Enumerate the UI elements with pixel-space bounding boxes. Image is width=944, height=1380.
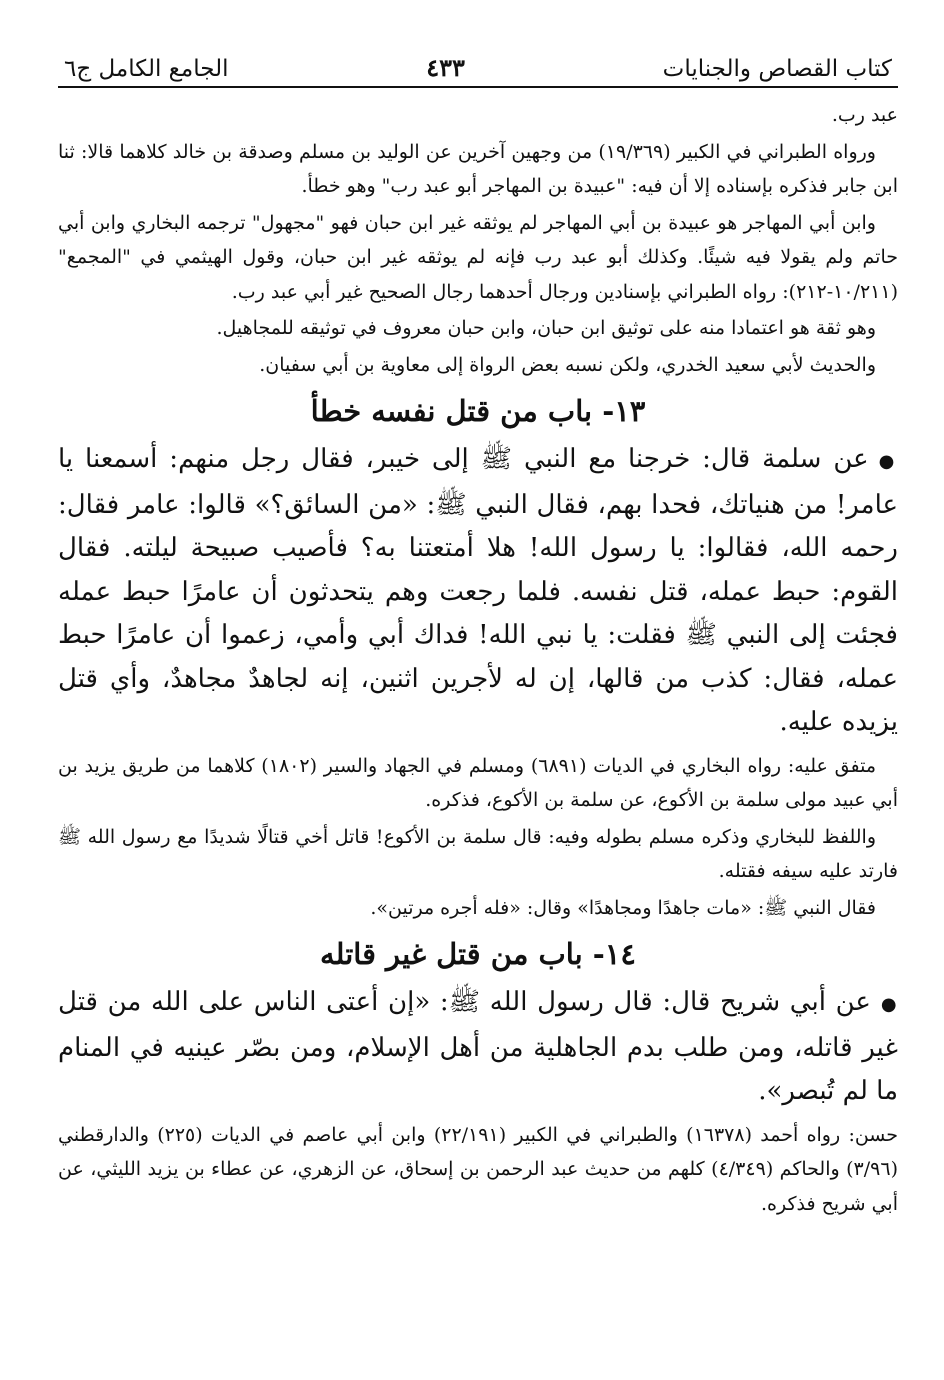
hadith-text: عن سلمة قال: خرجنا مع النبي ﷺ إلى خيبر، فقال رجل منهم: أسمعنا يا عامر! من هنياتك، فحدا بهم، فقال النبي ﷺ: «من السائق؟» قالوا: عامر فقال: رحمه الله، فقالوا: يا رسول الله! هلا أمتعتنا به؟ فأصيب صبيحة ليلته. فقال القوم: حبط عمله، قتل نفسه. فلما رجعت وهم يتحدثون أن عامرًا حبط عمله فجئت إلى النبي ﷺ فقلت: يا نبي الله! فداك أبي وأمي، زعموا أن عامرًا حبط عمله، فقال: كذب من قالها، إن له لأجرين اثنين، إنه لجاهدٌ مجاهدٌ، وأي قتل يزيده عليه. [58,444,898,737]
note-paragraph: ورواه الطبراني في الكبير (١٩/٣٦٩) من وجهين آخرين عن الوليد بن مسلم وصدقة بن خالد كلاهما قالا: ثنا ابن جابر فذكره بإسناده إلا أن فيه: "عبيدة بن المهاجر أبو عبد رب" وهو خطأ. [58,140,898,197]
bullet-icon: ● [880,994,898,1015]
note-paragraph: وابن أبي المهاجر هو عبيدة بن أبي المهاجر لم يوثقه غير ابن حبان فهو "مجهول" ترجمه البخاري وابن أبي حاتم ولم يقولا فيه شيئًا. وكذلك أبو عبد رب فإنه لم يوثقه غير ابن حبان، وقول الهيثمي في "المجمع" (١٠/٢١١-٢١٢): رواه الطبراني بإسنادين ورجال أحدهما رجال الصحيح غير أبي عبد رب. [58,211,898,303]
chapter-13-title: ١٣- باب من قتل نفسه خطأ [310,394,646,428]
note-paragraph: واللفظ للبخاري وذكره مسلم بطوله وفيه: قال سلمة بن الأكوع! قاتل أخي قتالًا شديدًا مع رسول الله ﷺ فارتد عليه سيفه فقتله. [58,825,898,882]
chapter-14-title: ١٤- باب من قتل غير قاتله [320,937,636,971]
note-paragraph: عبد رب. [831,104,898,126]
series-title: الجامع الكامل ج٦ [64,56,229,82]
previous-section-notes [58,98,898,382]
bullet-icon: ● [878,451,898,472]
note-paragraph: وهو ثقة هو اعتمادا منه على توثيق ابن حبان، وابن حبان معروف في توثيقه للمجاهيل. [216,317,876,339]
chapter-13-notes [58,749,898,926]
chapter-13-hadith [58,438,898,745]
note-paragraph: حسن: رواه أحمد (١٦٣٧٨) والطبراني في الكبير (٢٢/١٩١) وابن أبي عاصم في الديات (٢٢٥) والدارقطني (٣/٩٦) والحاكم (٤/٣٤٩) كلهم من حديث عبد الرحمن بن إسحاق، عن الزهري، عن عطاء بن يزيد الليثي، عن أبي شريح فذكره. [58,1123,898,1215]
note-paragraph: فقال النبي ﷺ: «مات جاهدًا ومجاهدًا» وقال: «فله أجره مرتين». [370,896,876,919]
note-paragraph: متفق عليه: رواه البخاري في الديات (٦٨٩١) ومسلم في الجهاد والسير (١٨٠٢) كلاهما من طريق يزيد بن أبي عبيد مولى سلمة بن الأكوع، عن سلمة بن الأكوع، فذكره. [58,754,898,811]
hadith-text: عن أبي شريح قال: قال رسول الله ﷺ: «إن أعتى الناس على الله من قتل غير قاتله، ومن طلب بدم الجاهلية من أهل الإسلام، ومن بصّر عينيه في المنام ما لم تُبصر». [58,987,898,1106]
page-number: ٤٣٣ [426,53,465,82]
chapter-14-hadith [58,981,898,1114]
page-header [58,40,898,88]
book-title: كتاب القصاص والجنايات [662,56,892,82]
chapter-14-notes [58,1118,898,1222]
book-page [58,40,898,1223]
note-paragraph: والحديث لأبي سعيد الخدري، ولكن نسبه بعض الرواة إلى معاوية بن أبي سفيان. [259,353,876,376]
